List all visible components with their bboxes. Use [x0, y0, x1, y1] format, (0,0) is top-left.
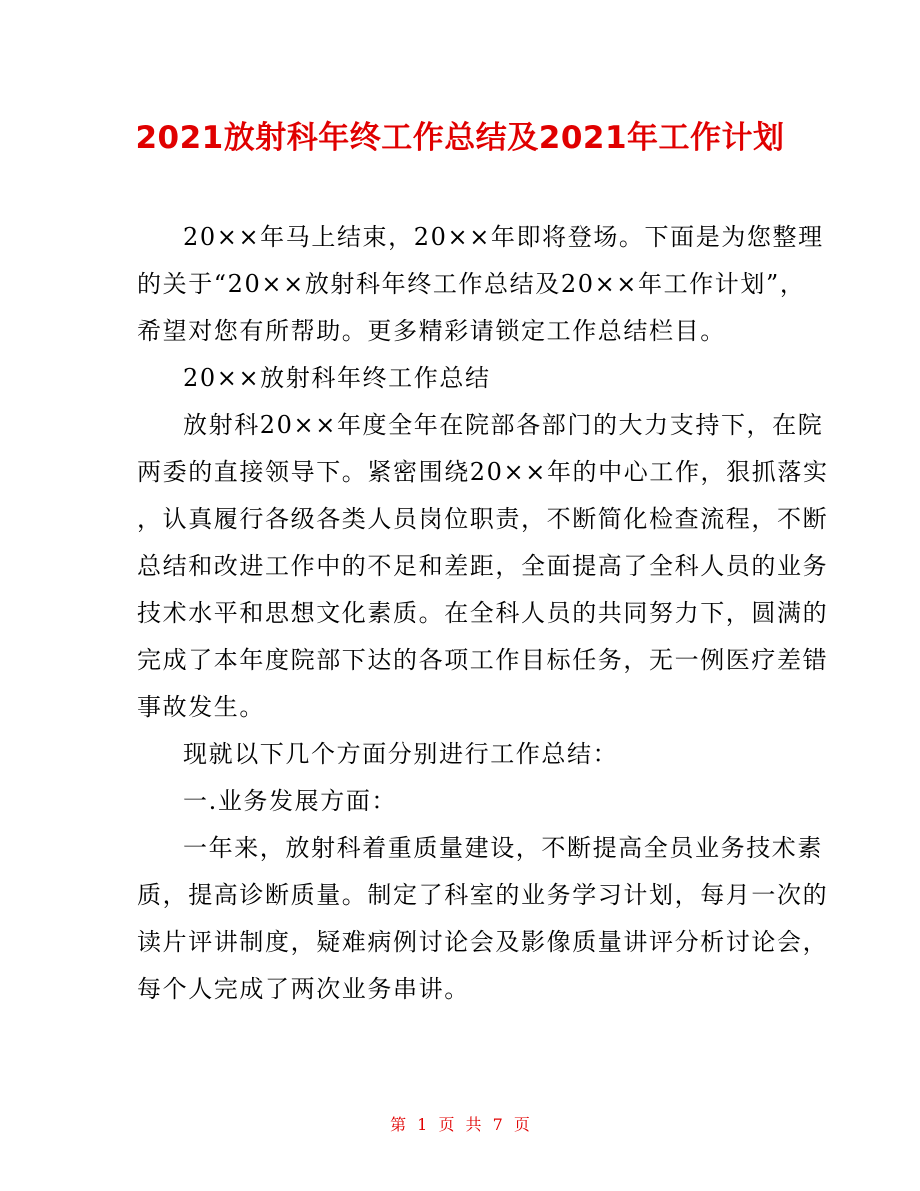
- paragraph-line: 20××年马上结束，20××年即将登场。下面是为您整理: [183, 223, 824, 251]
- paragraph-line: 两委的直接领导下。紧密围绕20××年的中心工作，狠抓落实: [137, 458, 829, 486]
- paragraph-line: 完成了本年度院部下达的各项工作目标任务，无一例医疗差错: [137, 646, 829, 674]
- section-heading: 一.业务发展方面：: [183, 787, 398, 815]
- paragraph-line: 读片评讲制度，疑难病例讨论会及影像质量讲评分析讨论会，: [137, 928, 829, 956]
- paragraph-line: 现就以下几个方面分别进行工作总结：: [183, 740, 619, 768]
- paragraph-line: 一年来，放射科着重质量建设，不断提高全员业务技术素: [183, 834, 823, 862]
- paragraph-line: 技术水平和思想文化素质。在全科人员的共同努力下，圆满的: [137, 599, 829, 627]
- document-title: 2021放射科年终工作总结及2021年工作计划: [135, 120, 785, 156]
- page-footer: 第 1 页 共 7 页: [390, 1115, 530, 1134]
- document-body: [137, 214, 829, 1013]
- paragraph-line: 每个人完成了两次业务串讲。: [137, 975, 470, 1003]
- paragraph-line: 希望对您有所帮助。更多精彩请锁定工作总结栏目。: [137, 317, 726, 345]
- paragraph-line: 放射科20××年度全年在院部各部门的大力支持下，在院: [183, 411, 824, 439]
- section-heading: 20××放射科年终工作总结: [183, 364, 491, 392]
- paragraph-line: 总结和改进工作中的不足和差距，全面提高了全科人员的业务: [137, 552, 829, 580]
- paragraph-line: 质，提高诊断质量。制定了科室的业务学习计划，每月一次的: [137, 881, 829, 909]
- paragraph-line: 事故发生。: [137, 693, 265, 721]
- paragraph-line: ，认真履行各级各类人员岗位职责，不断简化检查流程，不断: [137, 505, 829, 533]
- paragraph-line: 的关于“20××放射科年终工作总结及20××年工作计划”，: [137, 270, 806, 298]
